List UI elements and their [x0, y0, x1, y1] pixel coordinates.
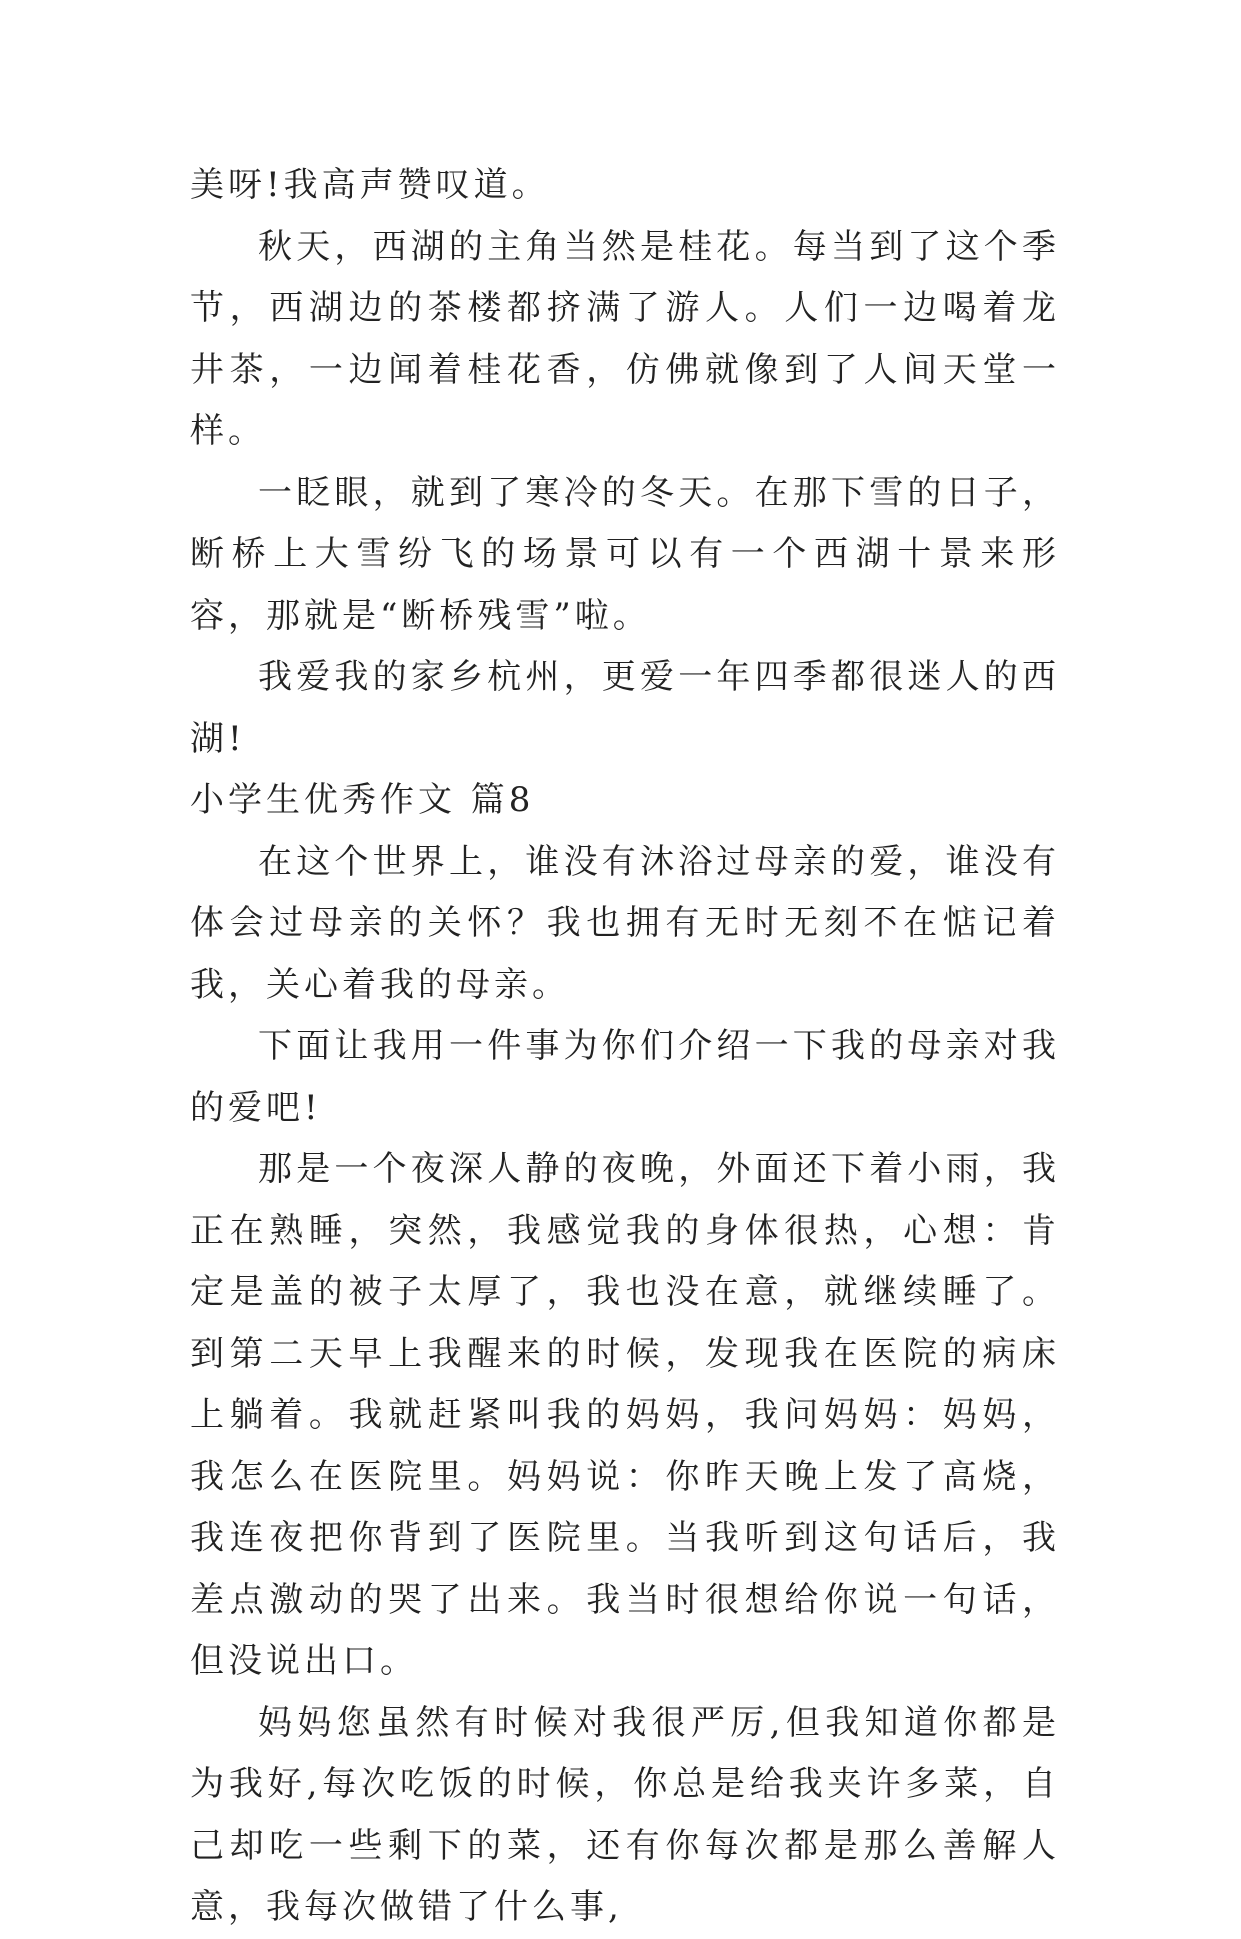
paragraph: 那是一个夜深人静的夜晚，外面还下着小雨，我正在熟睡，突然，我感觉我的身体很热，心想：肯定是盖的被子太厚了，我也没在意，就继续睡了。到第二天早上我醒来的时候，发现我在医院的病床上躺着。我就赶紧叫我的妈妈，我问妈妈：妈妈，我怎么在医院里。妈妈说：你昨天晚上发了高烧，我连夜把你背到了医院里。当我听到这句话后，我差点激动的哭了出来。我当时很想给你说一句话，但没说出口。 — [190, 1149, 1060, 1681]
paragraph: 美呀!我高声赞叹道。 — [190, 165, 550, 205]
paragraph: 我爱我的家乡杭州，更爱一年四季都很迷人的西湖! — [190, 657, 1060, 759]
paragraph: 妈妈您虽然有时候对我很严厉,但我知道你都是为我好,每次吃饭的时候，你总是给我夹许多菜，自己却吃一些剩下的菜，还有你每次都是那么善解人意，我每次做错了什么事, — [190, 1702, 1060, 1927]
paragraph: 在这个世界上，谁没有沐浴过母亲的爱，谁没有体会过母亲的关怀？我也拥有无时无刻不在惦记着我，关心着我的母亲。 — [190, 841, 1060, 1005]
paragraph: 一眨眼，就到了寒冷的冬天。在那下雪的日子，断桥上大雪纷飞的场景可以有一个西湖十景来形容，那就是“断桥残雪”啦。 — [190, 472, 1060, 636]
essay-heading: 小学生优秀作文 篇8 — [190, 780, 535, 820]
paragraph: 下面让我用一件事为你们介绍一下我的母亲对我的爱吧! — [190, 1026, 1060, 1128]
paragraph: 秋天，西湖的主角当然是桂花。每当到了这个季节，西湖边的茶楼都挤满了游人。人们一边喝着龙井茶，一边闻着桂花香，仿佛就像到了人间天堂一样。 — [190, 226, 1060, 451]
document-body — [190, 155, 1060, 1939]
